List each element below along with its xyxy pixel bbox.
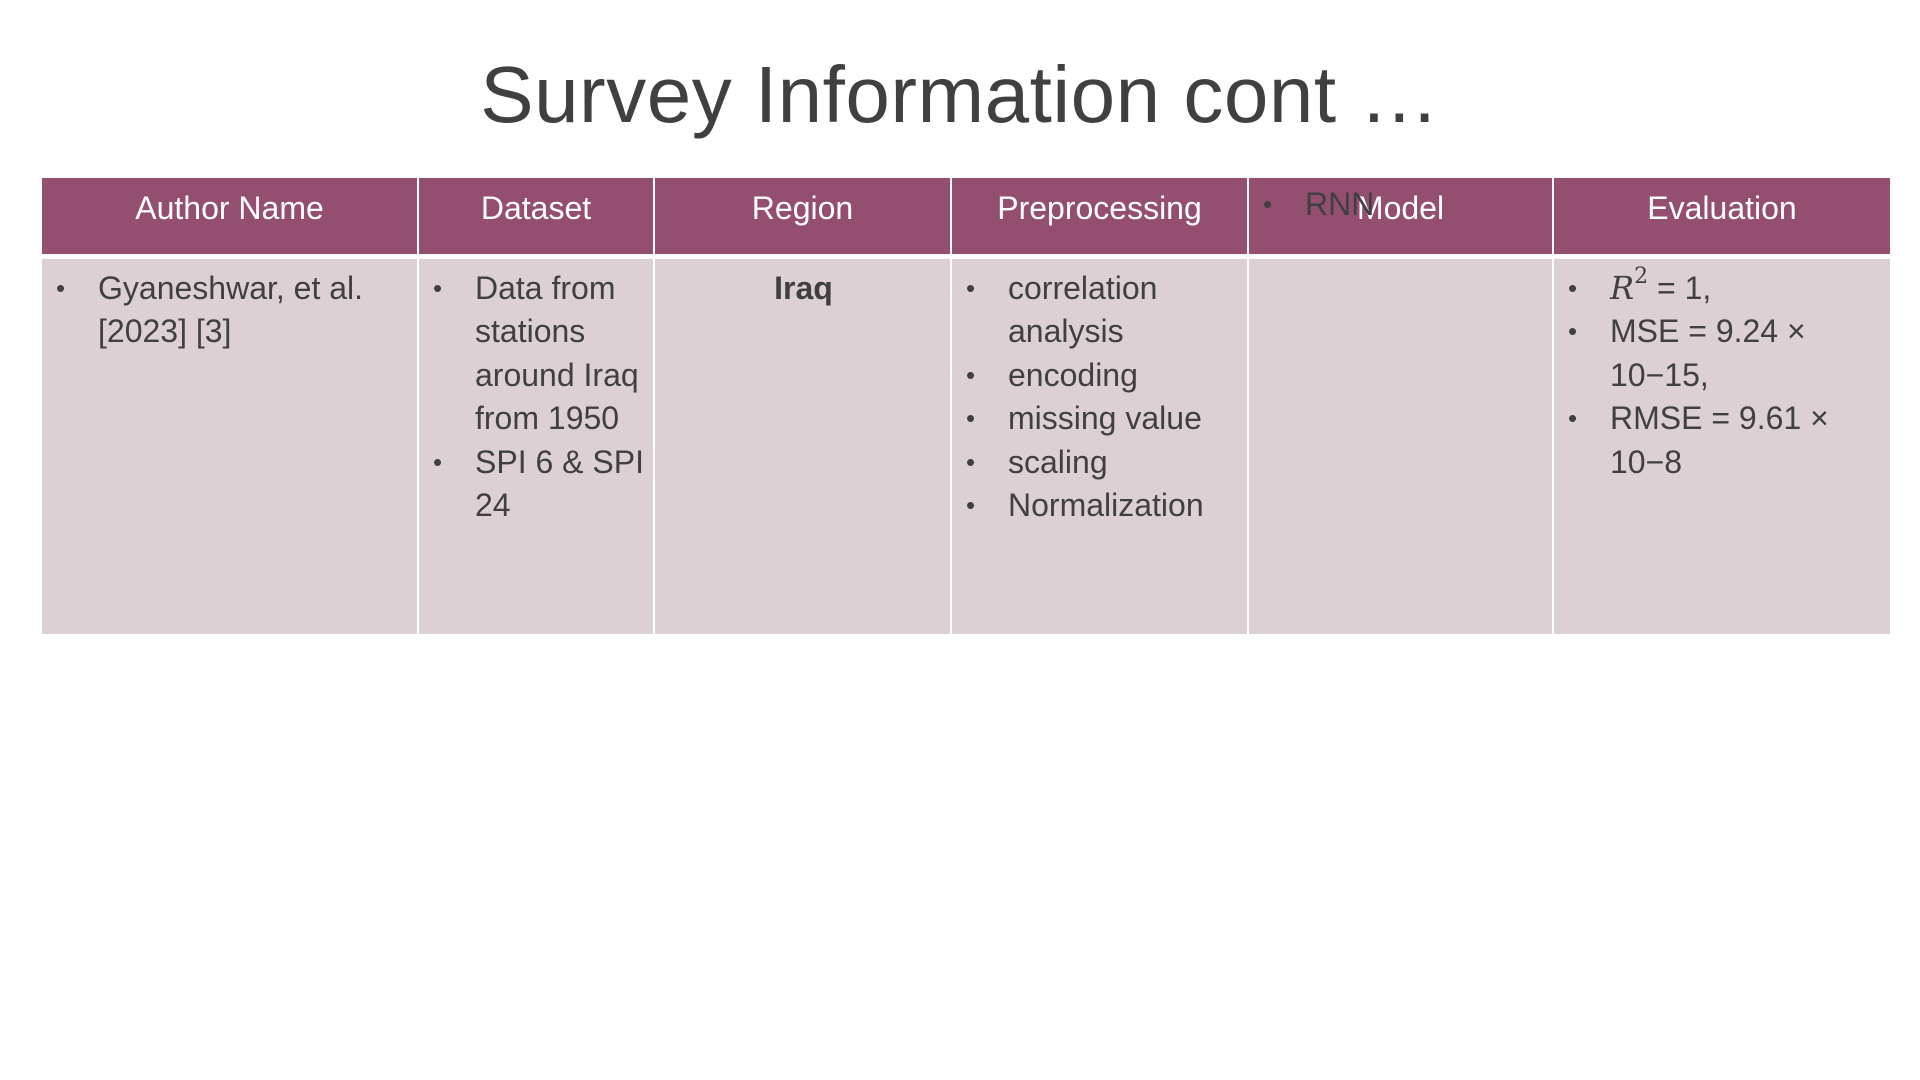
r2-item [1564, 263, 1882, 311]
list-item: • RMSE = 9.61 × 10−8 [1564, 397, 1882, 484]
table-header-row [42, 178, 1890, 256]
table-row [42, 256, 1890, 634]
preprocessing-list [962, 267, 1239, 528]
list-item: • correlation analysis [962, 267, 1239, 354]
evaluation-cell [1553, 256, 1890, 634]
list-item: • Gyaneshwar, et al. [2023] [3] [52, 267, 409, 354]
header-author-name: Author Name [42, 178, 418, 256]
region-cell [654, 256, 951, 634]
dataset-list [429, 267, 645, 528]
header-region: Region [654, 178, 951, 256]
header-dataset: Dataset [418, 178, 654, 256]
author-list [52, 267, 409, 354]
preprocessing-cell [951, 256, 1248, 634]
slide-title: Survey Information cont … [480, 50, 1440, 139]
header-evaluation: Evaluation [1553, 178, 1890, 256]
dataset-cell [418, 256, 654, 634]
list-item: • scaling [962, 441, 1239, 485]
r2-value: = 1, [1648, 269, 1712, 306]
list-item: • missing value [962, 397, 1239, 441]
r2-exponent: 2 [1634, 263, 1649, 289]
header-preprocessing: Preprocessing [951, 178, 1248, 256]
author-cell [42, 256, 418, 634]
list-item: • Normalization [962, 484, 1239, 528]
r2-symbol: $R^2$ [1610, 263, 1649, 307]
list-item: • SPI 6 & SPI 24 [429, 441, 645, 528]
survey-table [42, 178, 1890, 634]
list-item: • Data from stations around Iraq from 1950 [429, 267, 645, 441]
model-list [1259, 183, 1544, 227]
list-item: • RNN [1259, 183, 1544, 227]
header-model: Model [1248, 178, 1553, 256]
region-value: Iraq [774, 269, 833, 306]
list-item: • encoding [962, 354, 1239, 398]
evaluation-list [1564, 263, 1882, 485]
list-item: • MSE = 9.24 × 10−15, [1564, 310, 1882, 397]
